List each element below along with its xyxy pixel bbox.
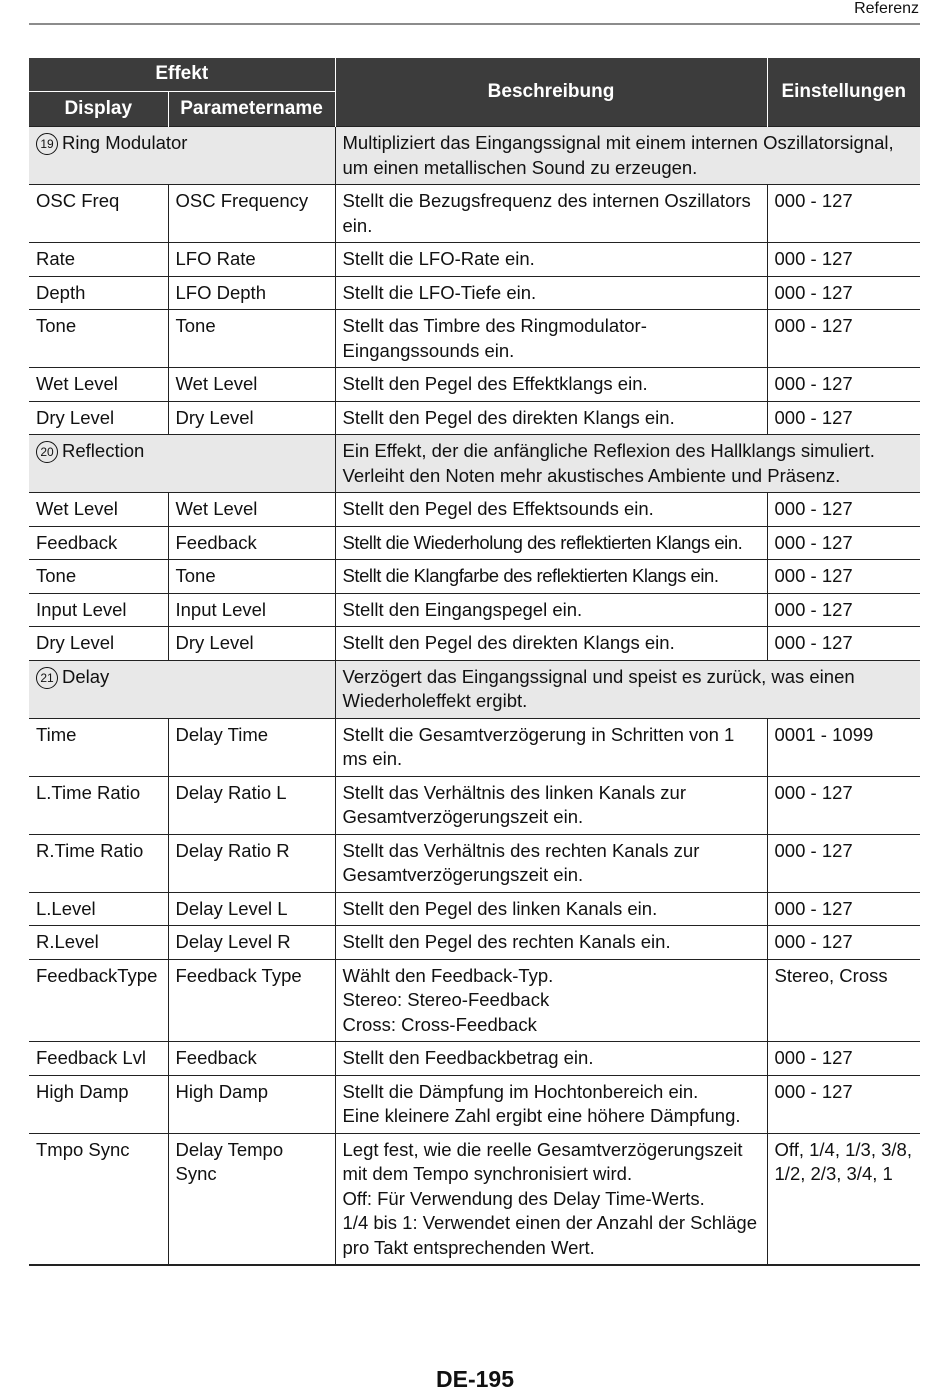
parameter-cell: Wet Level	[168, 493, 335, 527]
header-parametername: Parametername	[168, 92, 335, 127]
display-cell: R.Time Ratio	[29, 834, 168, 892]
description-cell: Stellt den Pegel des direkten Klangs ein.	[335, 627, 767, 661]
section-ring-modulator	[29, 127, 920, 185]
display-cell: FeedbackType	[29, 959, 168, 1042]
parameter-cell: Wet Level	[168, 368, 335, 402]
settings-cell: Off, 1/4, 1/3, 3/8, 1/2, 2/3, 3/4, 1	[767, 1133, 920, 1265]
settings-cell: 000 - 127	[767, 1042, 920, 1076]
description-cell: Stellt die Klangfarbe des reflektierten Klangs ein.	[335, 560, 767, 594]
table-row	[29, 627, 920, 661]
display-cell: L.Level	[29, 892, 168, 926]
display-cell: Wet Level	[29, 368, 168, 402]
settings-cell: Stereo, Cross	[767, 959, 920, 1042]
settings-cell: 000 - 127	[767, 892, 920, 926]
section-name: Reflection	[62, 440, 145, 461]
display-cell: Tone	[29, 310, 168, 368]
table-row	[29, 401, 920, 435]
description-cell: Stellt den Feedbackbetrag ein.	[335, 1042, 767, 1076]
display-cell: Input Level	[29, 593, 168, 627]
parameter-cell: Input Level	[168, 593, 335, 627]
table-row	[29, 926, 920, 960]
description-cell: Stellt die LFO-Rate ein.	[335, 243, 767, 277]
table-row	[29, 1133, 920, 1265]
section-description: Ein Effekt, der die anfängliche Reflexion des Hallklangs simuliert. Verleiht den Noten mehr akustisches Ambiente und Präsenz.	[335, 435, 920, 493]
table-row	[29, 276, 920, 310]
settings-cell: 000 - 127	[767, 776, 920, 834]
settings-cell: 000 - 127	[767, 401, 920, 435]
description-cell: Stellt den Eingangspegel ein.	[335, 593, 767, 627]
description-cell: Stellt den Pegel des Effektsounds ein.	[335, 493, 767, 527]
table-row	[29, 834, 920, 892]
table-row	[29, 892, 920, 926]
settings-cell: 000 - 127	[767, 368, 920, 402]
settings-cell: 000 - 127	[767, 276, 920, 310]
parameter-cell: Feedback	[168, 526, 335, 560]
description-cell: Stellt die Wiederholung des reflektierten Klangs ein.	[335, 526, 767, 560]
display-cell: Rate	[29, 243, 168, 277]
table-row	[29, 526, 920, 560]
section-title	[29, 435, 335, 493]
display-cell: Tone	[29, 560, 168, 594]
parameter-cell: LFO Depth	[168, 276, 335, 310]
circled-number: 21	[36, 667, 58, 689]
description-cell: Stellt den Pegel des linken Kanals ein.	[335, 892, 767, 926]
description-cell: Stellt das Verhältnis des rechten Kanals zur Gesamtverzögerungszeit ein.	[335, 834, 767, 892]
settings-cell: 000 - 127	[767, 834, 920, 892]
header-beschreibung: Beschreibung	[335, 58, 767, 127]
display-cell: Depth	[29, 276, 168, 310]
header-rule	[29, 23, 920, 25]
table-row	[29, 310, 920, 368]
circled-number: 19	[36, 133, 58, 155]
page-number: DE-195	[436, 1366, 514, 1392]
description-cell: Stellt das Timbre des Ringmodulator-Eingangssounds ein.	[335, 310, 767, 368]
display-cell: Tmpo Sync	[29, 1133, 168, 1265]
settings-cell: 000 - 127	[767, 560, 920, 594]
header-effekt: Effekt	[29, 58, 335, 92]
parameter-cell: Tone	[168, 310, 335, 368]
display-cell: Dry Level	[29, 401, 168, 435]
description-cell: Stellt die Bezugsfrequenz des internen Oszillators ein.	[335, 185, 767, 243]
display-cell: Dry Level	[29, 627, 168, 661]
table-row	[29, 243, 920, 277]
header-display: Display	[29, 92, 168, 127]
display-cell: L.Time Ratio	[29, 776, 168, 834]
table-row	[29, 1075, 920, 1133]
section-title	[29, 660, 335, 718]
display-cell: R.Level	[29, 926, 168, 960]
table-row	[29, 1042, 920, 1076]
description-cell: Stellt den Pegel des direkten Klangs ein.	[335, 401, 767, 435]
table-row	[29, 776, 920, 834]
settings-cell: 000 - 127	[767, 593, 920, 627]
description-cell: Stellt den Pegel des Effektklangs ein.	[335, 368, 767, 402]
table-row	[29, 493, 920, 527]
description-cell: Stellt das Verhältnis des linken Kanals zur Gesamtverzögerungszeit ein.	[335, 776, 767, 834]
section-delay	[29, 660, 920, 718]
parameter-cell: Delay Ratio R	[168, 834, 335, 892]
display-cell: High Damp	[29, 1075, 168, 1133]
settings-cell: 000 - 127	[767, 493, 920, 527]
section-description: Multipliziert das Eingangssignal mit einem internen Oszillatorsignal, um einen metallischen Sound zu erzeugen.	[335, 127, 920, 185]
section-description: Verzögert das Eingangssignal und speist es zurück, was einen Wiederholeffekt ergibt.	[335, 660, 920, 718]
settings-cell: 000 - 127	[767, 627, 920, 661]
description-cell: Stellt den Pegel des rechten Kanals ein.	[335, 926, 767, 960]
running-head: Referenz	[854, 0, 919, 17]
parameter-cell: OSC Frequency	[168, 185, 335, 243]
settings-cell: 000 - 127	[767, 526, 920, 560]
parameter-cell: Delay Time	[168, 718, 335, 776]
description-cell: Wählt den Feedback-Typ. Stereo: Stereo-Feedback Cross: Cross-Feedback	[335, 959, 767, 1042]
display-cell: OSC Freq	[29, 185, 168, 243]
settings-cell: 000 - 127	[767, 1075, 920, 1133]
section-title	[29, 127, 335, 185]
description-cell: Legt fest, wie die reelle Gesamtverzögerungszeit mit dem Tempo synchronisiert wird. Off: Für Verwendung des Delay Time-Werts. 1/4 bis 1: Verwendet einen der Anzahl der Schläge pro Takt entsprechenden Wert.	[335, 1133, 767, 1265]
display-cell: Feedback Lvl	[29, 1042, 168, 1076]
table-row	[29, 185, 920, 243]
parameter-cell: Delay Tempo Sync	[168, 1133, 335, 1265]
settings-cell: 0001 - 1099	[767, 718, 920, 776]
table-row	[29, 368, 920, 402]
settings-cell: 000 - 127	[767, 243, 920, 277]
table-row	[29, 560, 920, 594]
circled-number: 20	[36, 441, 58, 463]
parameter-cell: Delay Ratio L	[168, 776, 335, 834]
parameter-cell: High Damp	[168, 1075, 335, 1133]
display-cell: Wet Level	[29, 493, 168, 527]
parameter-cell: Delay Level R	[168, 926, 335, 960]
settings-cell: 000 - 127	[767, 310, 920, 368]
section-name: Delay	[62, 665, 110, 687]
display-cell: Time	[29, 718, 168, 776]
parameter-cell: Feedback	[168, 1042, 335, 1076]
table-row	[29, 718, 920, 776]
effect-parameter-table	[29, 58, 920, 1266]
description-cell: Stellt die Dämpfung im Hochtonbereich ein. Eine kleinere Zahl ergibt eine höhere Dämpfung.	[335, 1075, 767, 1133]
table-row	[29, 593, 920, 627]
parameter-cell: Feedback Type	[168, 959, 335, 1042]
description-cell: Stellt die LFO-Tiefe ein.	[335, 276, 767, 310]
description-cell: Stellt die Gesamtverzögerung in Schritten von 1 ms ein.	[335, 718, 767, 776]
parameter-cell: Dry Level	[168, 627, 335, 661]
parameter-cell: Tone	[168, 560, 335, 594]
table-row	[29, 959, 920, 1042]
settings-cell: 000 - 127	[767, 185, 920, 243]
settings-cell: 000 - 127	[767, 926, 920, 960]
parameter-cell: Dry Level	[168, 401, 335, 435]
header-einstellungen: Einstellungen	[767, 58, 920, 127]
section-reflection	[29, 435, 920, 493]
section-name: Ring Modulator	[62, 132, 188, 153]
parameter-cell: Delay Level L	[168, 892, 335, 926]
display-cell: Feedback	[29, 526, 168, 560]
parameter-cell: LFO Rate	[168, 243, 335, 277]
